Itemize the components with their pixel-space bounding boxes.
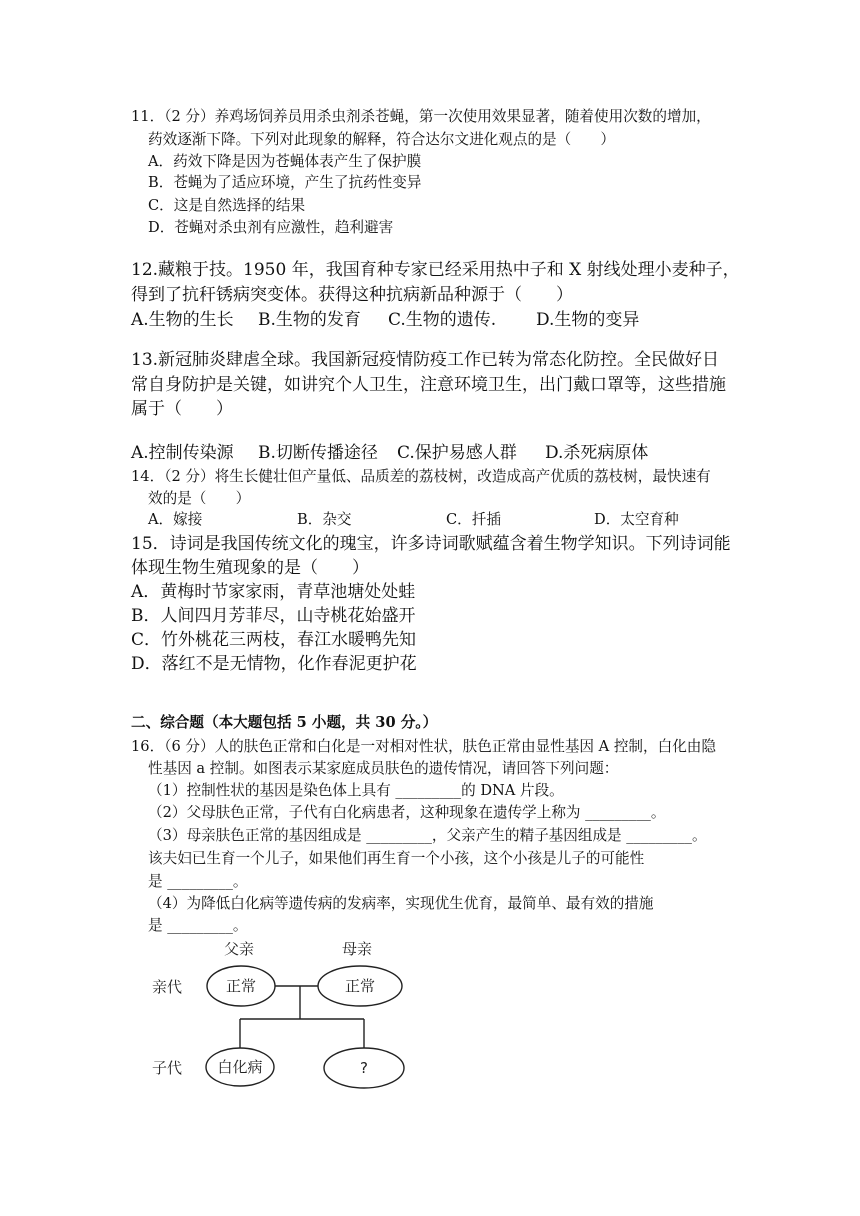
section2-heading: 二、综合题（本大题包括 5 小题，共 30 分。）: [131, 714, 438, 731]
q14-stem-line1: 14．（2 分）将生长健壮但产量低、品质差的荔枝树，改造成高产优质的荔枝树，最快速有: [131, 468, 711, 485]
q16-sub3-line1: （3）母亲肤色正常的基因组成是 _________，父亲产生的精子基因组成是 _________。: [148, 827, 707, 844]
q16-sub3-line2: 该夫妇已生育一个儿子，如果他们再生育一个小孩，这个小孩是儿子的可能性: [148, 850, 645, 867]
q15-option-d: D．落红不是无情物，化作春泥更护花: [131, 654, 417, 674]
q16-sub3-line3: 是 _________。: [148, 873, 248, 890]
q14-option-d: D．太空育种: [594, 511, 679, 528]
q14-stem-line2: 效的是（ ）: [148, 490, 251, 507]
q16-sub4-line1: （4）为降低白化病等遗传病的发病率，实现优生优育，最简单、最有效的措施: [148, 895, 654, 912]
q16-sub4-line2: 是 _________。: [148, 917, 248, 934]
q12-option-d: D.生物的变异: [536, 310, 640, 330]
q14-option-c: C．扦插: [446, 511, 501, 528]
father-status: 正常: [225, 977, 257, 995]
parent-generation-label: 亲代: [152, 978, 183, 996]
q12-stem-line2: 得到了抗秆锈病突变体。获得这种抗病新品种源于（ ）: [131, 285, 573, 305]
q15-stem-line1: 15．诗词是我国传统文化的瑰宝，许多诗词歌赋蕴含着生物学知识。下列诗词能: [131, 534, 731, 554]
q12-option-b: B.生物的发育: [258, 310, 361, 330]
q15-option-c: C．竹外桃花三两枝，春江水暖鸭先知: [131, 630, 417, 650]
child1-status: 白化病: [217, 1058, 263, 1076]
q11-option-a: A．药效下降是因为苍蝇体表产生了保护膜: [148, 153, 422, 170]
q15-option-a: A．黄梅时节家家雨，青草池塘处处蛙: [131, 582, 416, 602]
q12-option-c: C.生物的遗传.: [388, 310, 497, 330]
q16-sub1: （1）控制性状的基因是染色体上具有 _________的 DNA 片段。: [148, 782, 564, 799]
mother-status: 正常: [344, 977, 376, 995]
father-label: 父亲: [224, 940, 255, 958]
q16-stem-line2: 性基因 a 控制。如图表示某家庭成员肤色的遗传情况，请回答下列问题：: [148, 760, 619, 777]
q15-stem-line2: 体现生物生殖现象的是（ ）: [131, 558, 369, 578]
q13-stem-line3: 属于（ ）: [131, 399, 233, 419]
q12-option-a: A.生物的生长: [131, 310, 234, 330]
child-generation-label: 子代: [152, 1059, 183, 1077]
q13-option-c: C.保护易感人群: [397, 443, 517, 463]
mother-label: 母亲: [342, 940, 373, 958]
q13-option-b: B.切断传播途径: [258, 443, 378, 463]
q14-option-a: A．嫁接: [148, 511, 203, 528]
q16-stem-line1: 16．（6 分）人的肤色正常和白化是一对相对性状，肤色正常由显性基因 A 控制，白化由隐: [131, 738, 716, 755]
q11-option-d: D．苍蝇对杀虫剂有应激性，趋利避害: [148, 219, 394, 236]
child2-status: ?: [360, 1059, 368, 1077]
q13-option-a: A.控制传染源: [131, 443, 234, 463]
q14-option-b: B．杂交: [297, 511, 352, 528]
q13-stem-line1: 13.新冠肺炎肆虐全球。我国新冠疫情防疫工作已转为常态化防控。全民做好日: [131, 350, 720, 370]
q13-stem-line2: 常自身防护是关键，如讲究个人卫生，注意环境卫生，出门戴口罩等，这些措施: [131, 375, 726, 395]
q16-sub2: （2）父母肤色正常，子代有白化病患者，这种现象在遗传学上称为 _________。: [148, 804, 666, 821]
q12-stem-line1: 12.藏粮于技。1950 年，我国育种专家已经采用热中子和 X 射线处理小麦种子，: [131, 260, 740, 280]
q15-option-b: B．人间四月芳菲尽，山寺桃花始盛开: [131, 606, 416, 626]
q11-option-b: B．苍蝇为了适应环境，产生了抗药性变异: [148, 174, 422, 191]
q11-stem-line1: 11．（2 分）养鸡场饲养员用杀虫剂杀苍蝇，第一次使用效果显著，随着使用次数的增加，: [131, 108, 711, 125]
q13-option-d: D.杀死病原体: [545, 443, 649, 463]
pedigree-diagram: [148, 940, 408, 1090]
q11-option-c: C．这是自然选择的结果: [148, 197, 306, 214]
q11-stem-line2: 药效逐渐下降。下列对此现象的解释，符合达尔文进化观点的是（ ）: [148, 131, 616, 148]
